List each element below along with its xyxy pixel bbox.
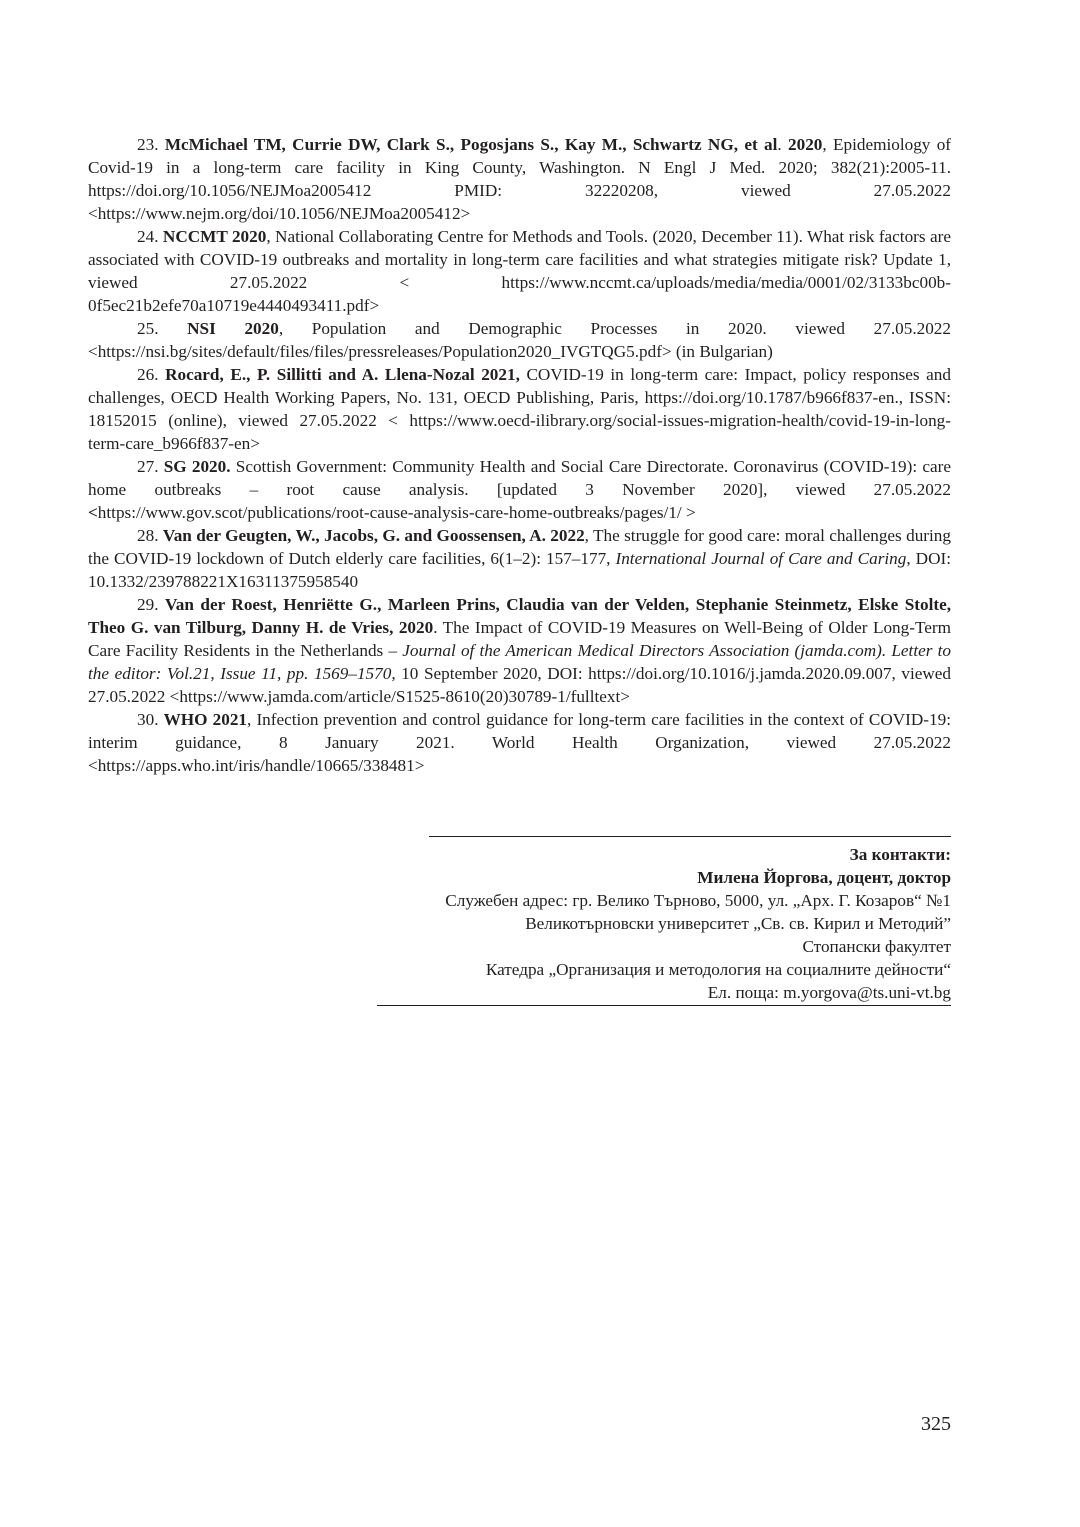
reference-text: , The struggle for good care: moral challenges during the COVID-19 lockdown of Dutch elderly care facilities, 6(1–2): 157–177, bbox=[88, 526, 951, 568]
reference-authors: < bbox=[88, 503, 98, 522]
contact-faculty: Стопански факултет bbox=[802, 937, 951, 956]
reference-authors: McMichael TM, Currie DW, Clark S., Pogosjans S., Kay M., Schwartz NG, et al bbox=[164, 135, 778, 154]
reference-text: , DOI: 10.1332/239788221X16311375958540 bbox=[88, 549, 951, 591]
reference-item bbox=[88, 317, 951, 363]
contact-department: Катедра „Организация и методология на социалните дейности“ bbox=[485, 960, 951, 979]
reference-number: 24. bbox=[137, 227, 163, 246]
reference-text: , National Collaborating Centre for Methods and Tools. (2020, December 11). What risk factors are associated with COVID-19 outbreaks and mortality in long-term care facilities and what strategies mitigate risk? Update 1, viewed 27.05.2022 < https://www.nccmt.ca/uploads/media/media/0001/02/3133bc00b-0f5ec21b2efe70a10719e4440493411.pdf> bbox=[88, 227, 951, 315]
reference-authors: Van der Geugten, W., Jacobs, G. and Goossensen, A. 2022 bbox=[162, 526, 585, 545]
reference-text: , Population and Demographic Processes in 2020. viewed 27.05.2022 <https://nsi.bg/sites/default/files/files/pressreleases/Population2020_IVGTQG5.pdf> (in Bulgarian) bbox=[88, 319, 951, 361]
reference-item bbox=[88, 225, 951, 317]
reference-item bbox=[88, 455, 951, 524]
reference-text: . The Impact of COVID-19 Measures on Well-Being of Older Long-Term Care Facility Residents in the Netherlands – bbox=[88, 618, 951, 660]
contact-top-rule bbox=[429, 836, 951, 837]
reference-item bbox=[88, 593, 951, 708]
reference-item bbox=[88, 708, 951, 777]
reference-text: Scottish Government: Community Health and Social Care Directorate. Coronavirus (COVID-19): care home outbreaks – root cause analysis. [updated 3 November 2020], viewed 27.05.2022 bbox=[88, 457, 951, 499]
reference-number: 25. bbox=[137, 319, 188, 338]
reference-number: 30. bbox=[137, 710, 164, 729]
reference-authors: Van der Roest, Henriëtte G., Marleen Prins, Claudia van der Velden, Stephanie Steinmetz, Elske Stolte, Theo G. van Tilburg, Danny H. de Vries, 2020 bbox=[88, 595, 951, 637]
reference-text: 10 September 2020, DOI: https://doi.org/10.1016/j.jamda.2020.09.007, viewed 27.05.2022 <https://www.jamda.com/article/S1525-8610(20)30789-1/fulltext> bbox=[88, 664, 951, 706]
reference-number: 29. bbox=[137, 595, 165, 614]
reference-item bbox=[88, 363, 951, 455]
reference-number: 23. bbox=[137, 135, 165, 154]
reference-text: , Epidemiology of Covid-19 in a long-term care facility in King County, Washington. N Engl J Med. 2020; 382(21):2005-11. https://doi.org/10.1056/NEJMoa2005412 PMID: 32220208, viewed 27.05.2022 <https://www.nejm.org/doi/10.1056/NEJMoa2005412> bbox=[88, 135, 952, 223]
reference-authors: NSI 2020 bbox=[187, 319, 279, 338]
reference-authors: 2020 bbox=[788, 135, 823, 154]
page-number: 325 bbox=[921, 1413, 951, 1435]
reference-list bbox=[88, 133, 951, 777]
contact-block bbox=[445, 843, 951, 1004]
reference-number: 26. bbox=[137, 365, 166, 384]
contact-email: Ел. поща: m.yorgova@ts.uni-vt.bg bbox=[707, 983, 951, 1002]
reference-item bbox=[88, 133, 951, 225]
reference-text: COVID-19 in long-term care: Impact, policy responses and challenges, OECD Health Working Papers, No. 131, OECD Publishing, Paris, https://doi.org/10.1787/b966f837-en., ISSN: 18152015 (online), viewed 27.05.2022 < https://www.oecd-ilibrary.org/social-issues-migration-health/covid-19-in-long-term-care_b966f837-en> bbox=[88, 365, 951, 453]
reference-authors: WHO 2021 bbox=[163, 710, 248, 729]
contact-bottom-rule bbox=[377, 1005, 951, 1006]
reference-text: https://www.gov.scot/publications/root-cause-analysis-care-home-outbreaks/pages/1/ > bbox=[97, 503, 696, 522]
reference-authors: Rocard, E., P. Sillitti and A. Llena-Nozal 2021, bbox=[165, 365, 520, 384]
reference-journal: Journal of the American Medical Directors Association (jamda.com). Letter to the editor: Vol.21, Issue 11, pp. 1569–1570, bbox=[88, 641, 951, 683]
contact-name: Милена Йоргова, доцент, доктор bbox=[697, 868, 951, 887]
contact-heading: За контакти: bbox=[849, 845, 951, 864]
reference-text: , Infection prevention and control guidance for long-term care facilities in the context of COVID-19: interim guidance, 8 January 2021. World Health Organization, viewed 27.05.2022 <https://apps.who.int/iris/handle/10665/338481> bbox=[88, 710, 951, 775]
reference-item bbox=[88, 524, 951, 593]
reference-authors: NCCMT 2020 bbox=[162, 227, 267, 246]
contact-address: Служебен адрес: гр. Велико Търново, 5000, ул. „Арх. Г. Козаров“ №1 bbox=[445, 891, 951, 910]
reference-text: . bbox=[777, 135, 788, 154]
reference-journal: International Journal of Care and Caring bbox=[615, 549, 907, 568]
contact-university: Великотърновски университет „Св. св. Кирил и Методий” bbox=[525, 914, 951, 933]
reference-number: 28. bbox=[137, 526, 163, 545]
reference-authors: SG 2020. bbox=[163, 457, 231, 476]
reference-number: 27. bbox=[137, 457, 164, 476]
